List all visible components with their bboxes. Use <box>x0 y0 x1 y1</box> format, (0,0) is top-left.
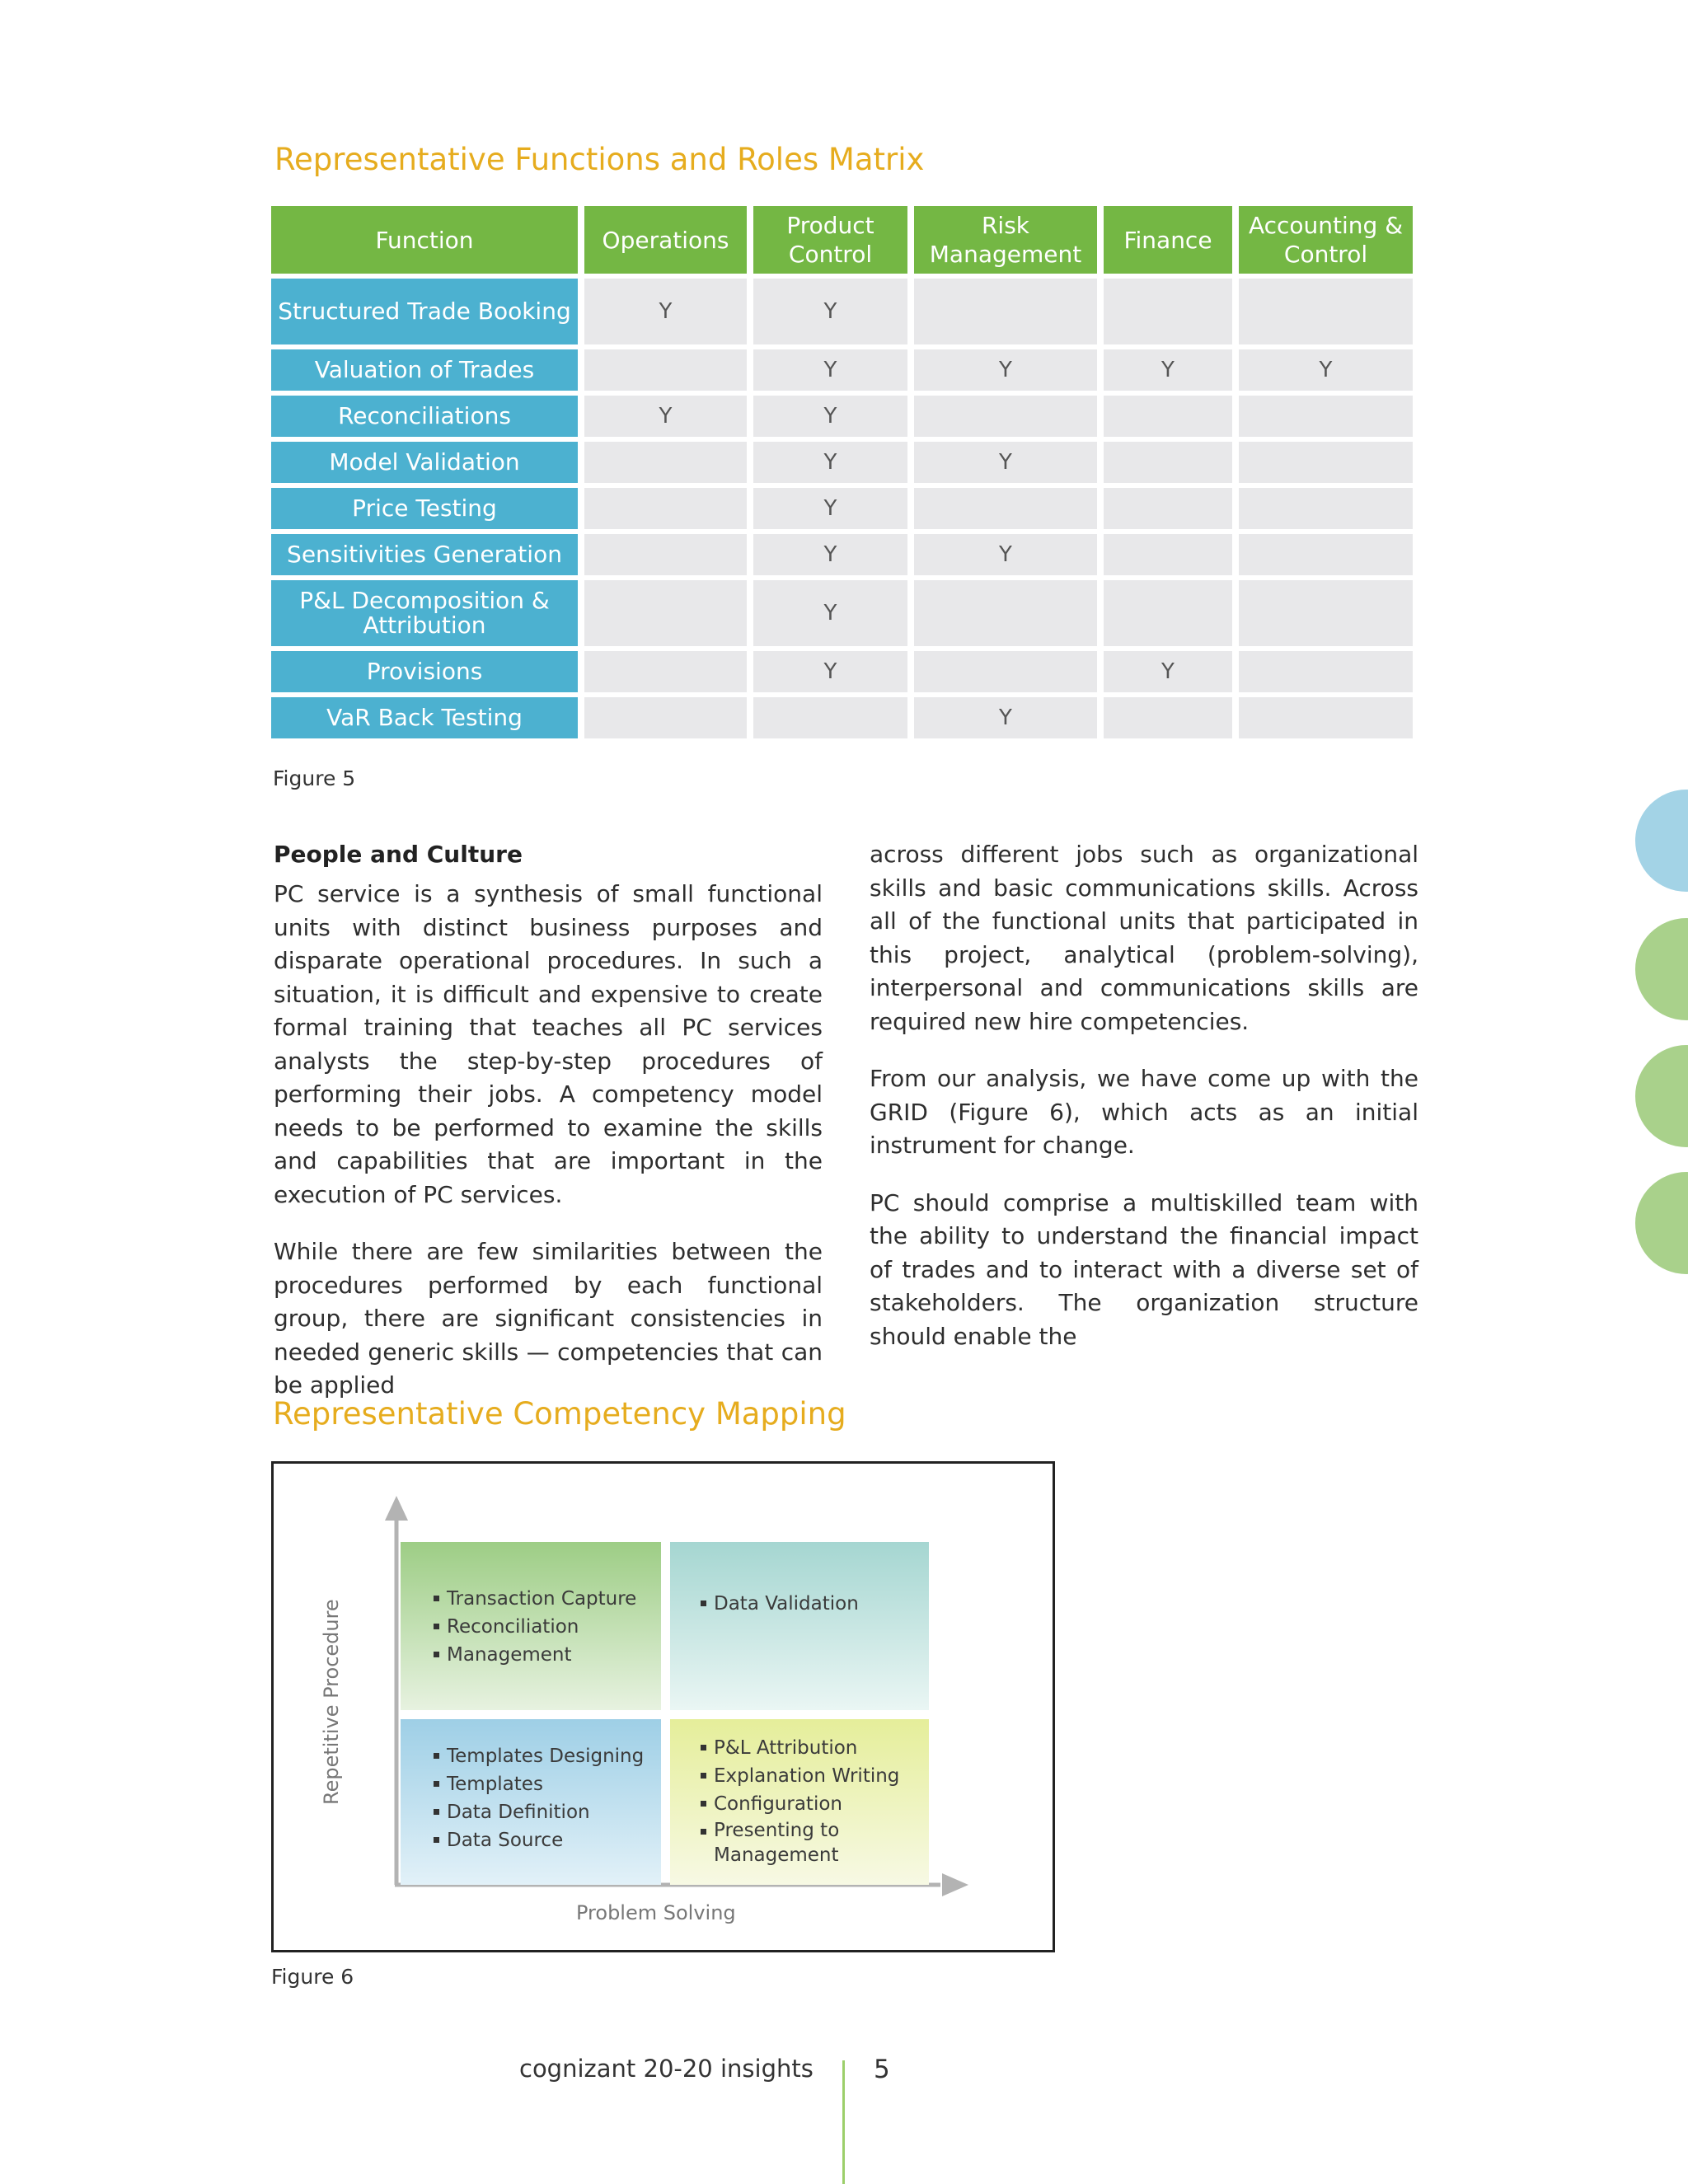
table-cell <box>914 580 1097 646</box>
paragraph: across different jobs such as organizational skills and basic communications skills. Across all of the functional units that participated in this project, analytical (problem-solving), interpersonal and communications skills are required new hire competencies. <box>870 841 1418 1035</box>
quadrant-bottom-left <box>401 1719 661 1885</box>
column-header-operations: Operations <box>584 206 747 274</box>
footer-divider <box>842 2060 845 2184</box>
table-cell <box>914 651 1097 692</box>
table-row <box>271 651 1413 692</box>
section-heading: People and Culture <box>274 841 523 868</box>
table-cell <box>584 349 747 391</box>
footer-brand: cognizant 20-20 insights <box>519 2055 814 2083</box>
table-cell <box>1104 488 1232 529</box>
list-item: Presenting to Management <box>701 1818 929 1868</box>
table-cell <box>1239 580 1413 646</box>
quadrant-bottom-right <box>670 1719 929 1885</box>
table-cell: Y <box>1239 349 1413 391</box>
table-cell <box>584 534 747 575</box>
table-cell <box>1104 279 1232 344</box>
list-item: Explanation Writing <box>701 1762 929 1790</box>
column-header-risk-management: Risk Management <box>914 206 1097 274</box>
table-cell: Y <box>584 279 747 344</box>
table-cell <box>584 697 747 738</box>
table-cell: Y <box>753 534 907 575</box>
table-cell <box>914 396 1097 437</box>
table-cell <box>1104 442 1232 483</box>
list-item: Data Definition <box>434 1798 661 1826</box>
paragraph: PC should comprise a multiskilled team with the ability to understand the financial impact of trades and to interact with a diverse set of stakeholders. The organization structure should enable the <box>870 1188 1418 1350</box>
column-header-function: Function <box>271 206 578 274</box>
table-cell <box>1239 442 1413 483</box>
list-item: Transaction Capture <box>434 1585 661 1613</box>
table-cell: Y <box>753 488 907 529</box>
list-item: Reconciliation <box>434 1613 661 1641</box>
matrix-title: Representative Functions and Roles Matrix <box>274 142 925 177</box>
page-number: 5 <box>874 2055 890 2084</box>
list-item: Data Validation <box>701 1590 929 1618</box>
article-left-column <box>274 837 823 1427</box>
x-axis-label: Problem Solving <box>576 1901 736 1924</box>
table-cell <box>1239 534 1413 575</box>
table-cell: Y <box>753 580 907 646</box>
list-item: Templates <box>434 1770 661 1798</box>
table-cell <box>1239 396 1413 437</box>
decorative-dot-green <box>1635 1172 1688 1274</box>
table-row <box>271 488 1413 529</box>
list-item: Templates Designing <box>434 1742 661 1770</box>
row-label: Valuation of Trades <box>271 349 578 391</box>
column-header-product-control: Product Control <box>753 206 907 274</box>
row-label: VaR Back Testing <box>271 697 578 738</box>
table-cell <box>914 279 1097 344</box>
row-label: Structured Trade Booking <box>271 279 578 344</box>
table-row <box>271 534 1413 575</box>
table-row <box>271 396 1413 437</box>
column-header-finance: Finance <box>1104 206 1232 274</box>
axes-graphic <box>271 1461 1055 1952</box>
table-cell: Y <box>753 349 907 391</box>
decorative-dot-green <box>1635 918 1688 1020</box>
table-cell <box>584 580 747 646</box>
table-cell: Y <box>914 349 1097 391</box>
table-cell <box>1239 697 1413 738</box>
mapping-title: Representative Competency Mapping <box>273 1396 846 1432</box>
table-cell <box>1104 396 1232 437</box>
article-right-column <box>870 838 1418 1377</box>
y-axis-arrow <box>385 1496 408 1521</box>
table-row <box>271 349 1413 391</box>
y-axis-label: Repetitive Procedure <box>320 1599 343 1805</box>
table-cell <box>1104 697 1232 738</box>
quadrant-top-right <box>670 1542 929 1710</box>
figure-5-caption: Figure 5 <box>273 766 356 790</box>
paragraph: PC service is a synthesis of small functional units with distinct business purposes and disparate operational procedures. In such a situation, it is difficult and expensive to create formal training that teaches all PC services analysts the step-by-step procedures of performing their jobs. A competency model needs to be performed to examine the skills and capabilities that are important in the execution of PC services. <box>274 880 823 1208</box>
quadrant-top-left <box>401 1542 661 1710</box>
row-label: Price Testing <box>271 488 578 529</box>
competency-mapping-figure <box>271 1461 1055 1952</box>
row-label: Sensitivities Generation <box>271 534 578 575</box>
table-cell: Y <box>753 651 907 692</box>
table-row <box>271 442 1413 483</box>
list-item: Data Source <box>434 1826 661 1854</box>
table-cell: Y <box>753 396 907 437</box>
table-cell: Y <box>753 442 907 483</box>
table-cell <box>1104 534 1232 575</box>
paragraph: From our analysis, we have come up with the GRID (Figure 6), which acts as an initial instrument for change. <box>870 1065 1418 1159</box>
table-cell: Y <box>753 279 907 344</box>
table-cell: Y <box>914 534 1097 575</box>
table-row <box>271 697 1413 738</box>
row-label: Reconciliations <box>271 396 578 437</box>
table-cell: Y <box>584 396 747 437</box>
decorative-dot-blue <box>1635 790 1688 892</box>
decorative-dot-green <box>1635 1045 1688 1147</box>
table-row <box>271 580 1413 646</box>
row-label: P&L Decomposition & Attribution <box>271 580 578 646</box>
column-header-accounting-control: Accounting & Control <box>1239 206 1413 274</box>
table-cell <box>753 697 907 738</box>
table-cell <box>1239 279 1413 344</box>
list-item: P&L Attribution <box>701 1734 929 1762</box>
table-cell <box>584 442 747 483</box>
list-item: Management <box>434 1641 661 1669</box>
table-cell: Y <box>1104 349 1232 391</box>
table-cell <box>584 651 747 692</box>
table-cell <box>1104 580 1232 646</box>
table-cell <box>584 488 747 529</box>
row-label: Provisions <box>271 651 578 692</box>
table-cell: Y <box>914 697 1097 738</box>
figure-6-caption: Figure 6 <box>271 1965 354 1989</box>
table-row <box>271 279 1413 344</box>
list-item: Configuration <box>701 1790 929 1818</box>
table-cell <box>1239 651 1413 692</box>
table-cell: Y <box>914 442 1097 483</box>
roles-matrix-table <box>265 201 1419 743</box>
table-cell <box>1239 488 1413 529</box>
row-label: Model Validation <box>271 442 578 483</box>
table-cell <box>914 488 1097 529</box>
x-axis-arrow <box>942 1873 968 1896</box>
paragraph: While there are few similarities between the procedures performed by each functional group, there are significant consistencies in needed generic skills — competencies that can be applied <box>274 1238 823 1399</box>
table-cell: Y <box>1104 651 1232 692</box>
